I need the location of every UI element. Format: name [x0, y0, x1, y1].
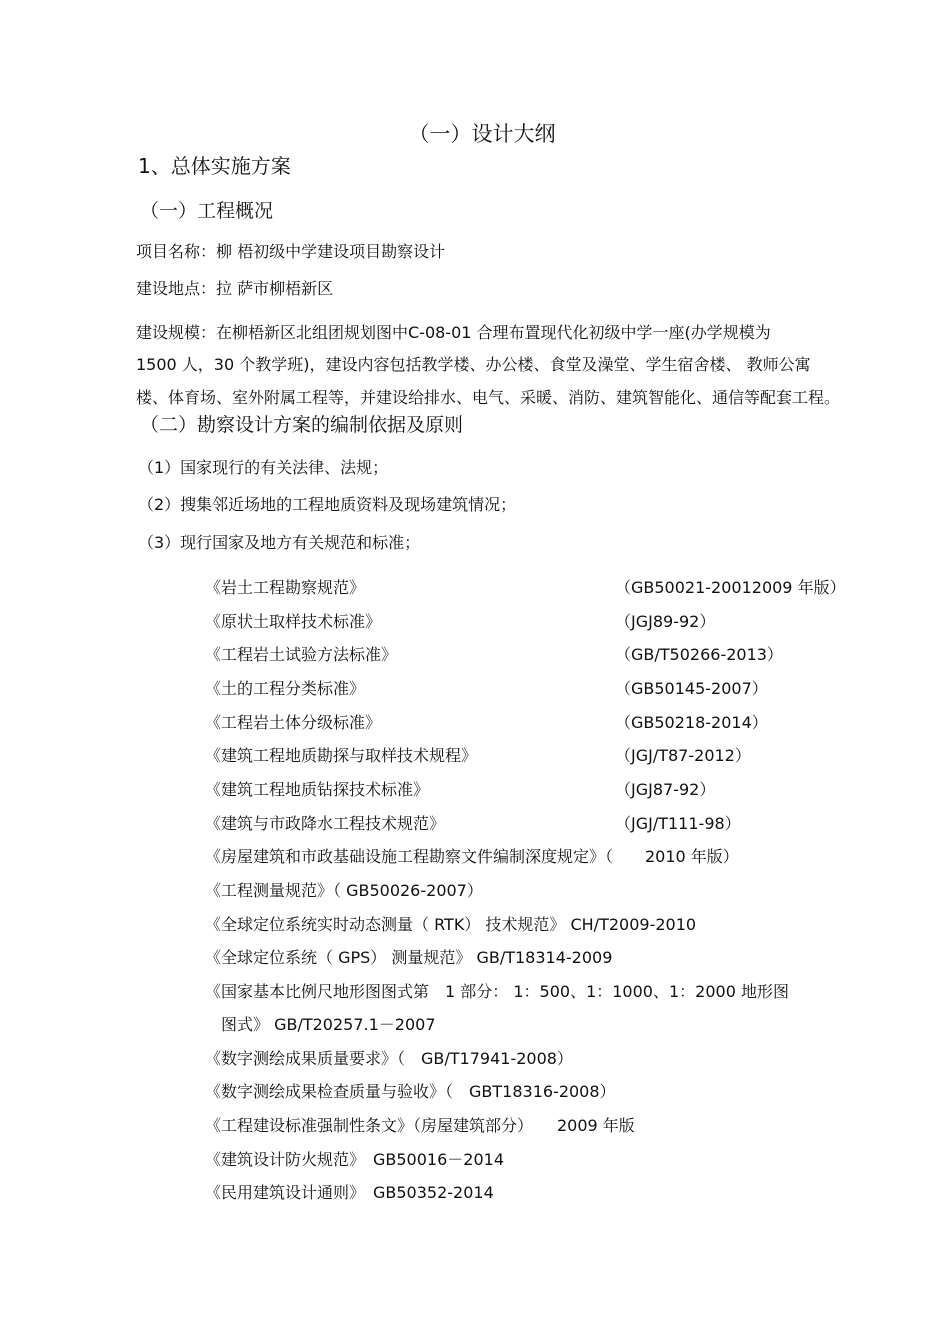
- reference-line: 《民用建筑设计通则》 GB50352-2014: [205, 1183, 494, 1202]
- standard-name: 《岩土工程勘察规范》: [205, 578, 366, 597]
- reference-line: 《国家基本比例尺地形图图式第 1 部分： 1：500、1：1000、1：2000 地形图: [205, 982, 789, 1001]
- principle-item: （1）国家现行的有关法律、法规；: [138, 458, 389, 477]
- standard-code: （GB50145-2007）: [615, 679, 768, 698]
- standard-name: 《工程岩土体分级标准》: [205, 713, 382, 732]
- project-site: 建设地点：拉 萨市柳梧新区: [136, 279, 334, 298]
- subsection-heading: （二）勘察设计方案的编制依据及原则: [140, 414, 464, 436]
- subsection-heading: （一）工程概况: [140, 200, 274, 222]
- standard-name: 《工程岩土试验方法标准》: [205, 645, 398, 664]
- standard-code: （GB50021-20012009 年版）: [615, 578, 846, 597]
- reference-line: 《工程测量规范》（ GB50026-2007）: [205, 881, 483, 900]
- scale-line: 楼、体育场、室外附属工程等，并建设给排水、电气、采暖、消防、建筑智能化、通信等配套工程。: [136, 388, 841, 407]
- principle-item: （2）搜集邻近场地的工程地质资料及现场建筑情况；: [138, 495, 517, 514]
- scale-line: 建设规模：在柳梧新区北组团规划图中C-08-01 合理布置现代化初级中学一座(办学规模为: [136, 323, 771, 342]
- reference-line: 《全球定位系统实时动态测量（ RTK） 技术规范》 CH/T2009-2010: [205, 915, 697, 934]
- reference-line: 《工程建设标准强制性条文》（房屋建筑部分） 2009 年版: [205, 1116, 635, 1135]
- reference-line: 《建筑设计防火规范》 GB50016－2014: [205, 1150, 504, 1169]
- standard-code: （JGJ87-92）: [615, 780, 716, 799]
- reference-line: 《全球定位系统（ GPS） 测量规范》 GB/T18314-2009: [205, 948, 613, 967]
- reference-line: 《数字测绘成果质量要求》（ GB/T17941-2008）: [205, 1049, 573, 1068]
- section-heading: 1、总体实施方案: [138, 154, 291, 178]
- reference-line: 《房屋建筑和市政基础设施工程勘察文件编制深度规定》（ 2010 年版）: [205, 847, 739, 866]
- standard-name: 《土的工程分类标准》: [205, 679, 366, 698]
- standard-name: 《建筑与市政降水工程技术规范》: [205, 814, 446, 833]
- standard-name: 《建筑工程地质勘探与取样技术规程》: [205, 746, 478, 765]
- document-title: （一）设计大纲: [408, 122, 556, 146]
- standard-code: （JGJ/T111-98）: [615, 814, 741, 833]
- standard-name: 《建筑工程地质钻探技术标准》: [205, 780, 430, 799]
- project-name: 项目名称：柳 梧初级中学建设项目勘察设计: [136, 242, 446, 261]
- standard-code: （GB/T50266-2013）: [615, 645, 783, 664]
- standard-code: （GB50218-2014）: [615, 713, 768, 732]
- scale-line: 1500 人，30 个教学班)，建设内容包括教学楼、办公楼、食堂及澡堂、学生宿舍楼、 教师公寓: [136, 355, 811, 374]
- standard-code: （JGJ/T87-2012）: [615, 746, 751, 765]
- standard-code: （JGJ89-92）: [615, 612, 716, 631]
- principle-item: （3）现行国家及地方有关规范和标准；: [138, 533, 421, 552]
- reference-line: 《数字测绘成果检查质量与验收》（ GBT18316-2008）: [205, 1082, 616, 1101]
- standard-name: 《原状土取样技术标准》: [205, 612, 382, 631]
- reference-line: 图式》 GB/T20257.1－2007: [205, 1015, 436, 1034]
